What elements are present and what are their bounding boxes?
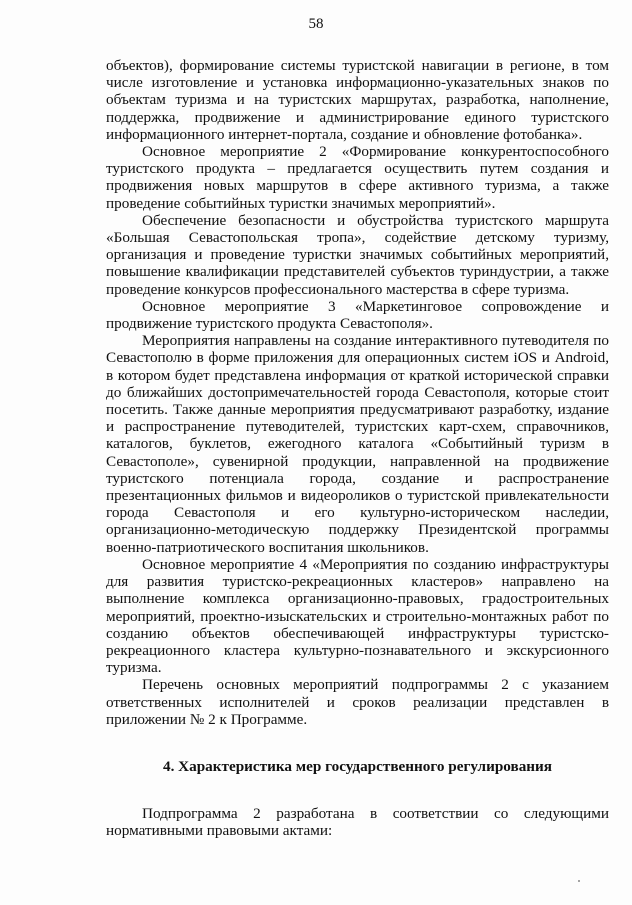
paragraph-6: Основное мероприятие 4 «Мероприятия по созданию инфраструктуры для развития туристско-рекреационных кластеров» направлено на выполнение комплекса организационно-правовых, градостроительных мероприятий, проектно-изыскательских и строительно-монтажных работ по созданию объектов обеспечивающей инфраструктуры туристско-рекреационного кластера культурно-познавательного и экскурсионного туризма. [106,555,609,677]
paragraph-4: Основное мероприятие 3 «Маркетинговое сопровождение и продвижение туристского продукта Севастополя». [106,297,609,333]
page-body [106,57,609,840]
paragraph-5: Мероприятия направлены на создание интерактивного путеводителя по Севастополю в форме приложения для операционных систем iOS и Android, в котором будет представлена информация от краткой исторической справки до ближайших достопримечательностей города Севастополя, которые стоит посетить. Также данные мероприятия предусматривают разработку, издание и распространение путеводителей, туристских карт-схем, справочников, каталогов, буклетов, ежегодного каталога «Событийный туризм в Севастополе», сувенирной продукции, направленной на продвижение туристского потенциала города, создание и распространение презентационных фильмов и видеороликов о туристской привлекательности города Севастополя и его культурно-историческом наследии, организационно-методическую поддержку Президентской программы военно-патриотического воспитания школьников. [106,332,609,556]
scan-speck [578,880,580,882]
section-paragraph: Подпрограмма 2 разработана в соответствии со следующими нормативными правовыми актами: [106,805,609,840]
paragraph-3: Обеспечение безопасности и обустройства туристского маршрута «Большая Севастопольская тропа», содействие детскому туризму, организация и проведение туристки значимых событийных мероприятий, повышение квалификации представителей субъектов туриндустрии, а также проведение конкурсов профессионального мастерства в сфере туризма. [106,211,609,298]
paragraph-2: Основное мероприятие 2 «Формирование конкурентоспособного туристского продукта – предлагается осуществить путем создания и продвижения новых маршрутов в сфере активного туризма, а также проведение событийных туристки значимых мероприятий». [106,143,609,212]
paragraph-7: Перечень основных мероприятий подпрограммы 2 с указанием ответственных исполнителей и сроков реализации представлен в приложении № 2 к Программе. [106,676,609,728]
section-heading: 4. Характеристика мер государственного регулирования [162,757,553,775]
page-number: 58 [308,16,324,32]
paragraph-1: объектов), формирование системы туристской навигации в регионе, в том числе изготовление и установка информационно-указательных знаков по объектам туризма и на туристских маршрутах, разработка, наполнение, поддержка, продвижение и администрирование единого туристского информационного интернет-портала, создание и обновление фотобанка». [106,57,609,143]
